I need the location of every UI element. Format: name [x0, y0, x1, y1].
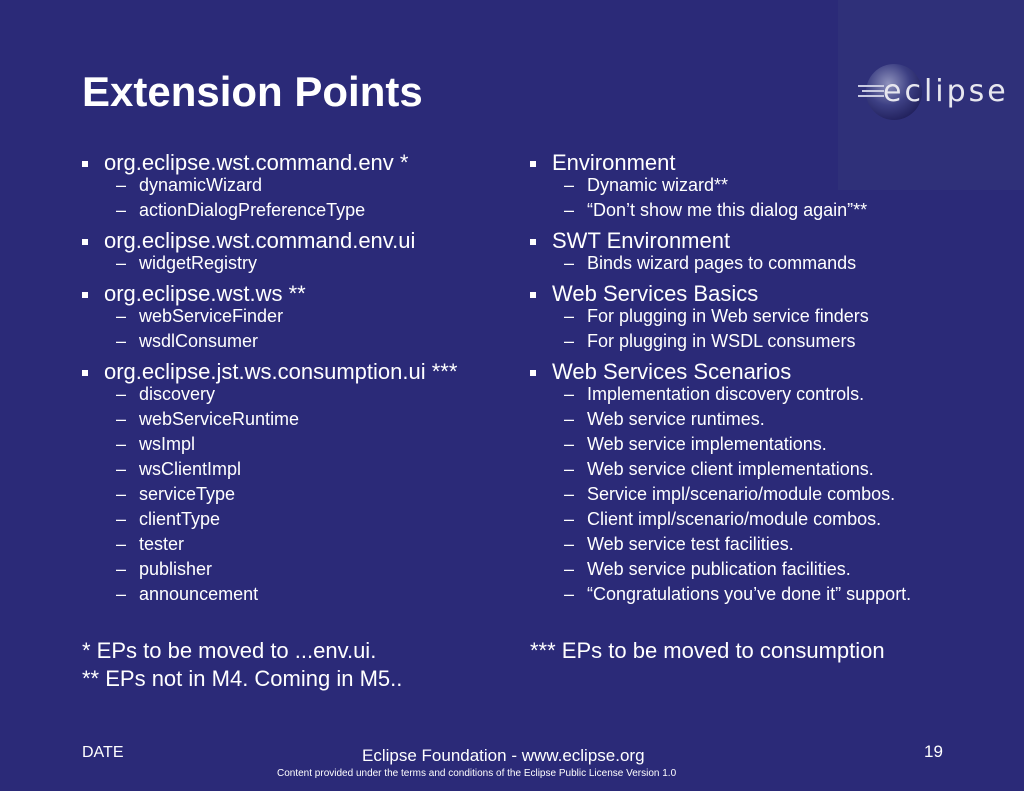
- square-bullet-icon: [530, 239, 536, 245]
- bullet-text: Implementation discovery controls.: [587, 384, 865, 404]
- bullet-text: org.eclipse.jst.ws.consumption.ui ***: [104, 359, 458, 384]
- dash-bullet-icon: –: [116, 409, 127, 429]
- dash-bullet-icon: –: [564, 331, 575, 351]
- square-bullet-icon: [82, 370, 88, 376]
- dash-bullet-icon: –: [564, 306, 575, 326]
- footnote-consumption: *** EPs to be moved to consumption: [530, 638, 885, 663]
- square-bullet-icon: [82, 239, 88, 245]
- bullet-text: Dynamic wizard**: [587, 175, 729, 195]
- bullet-text: Client impl/scenario/module combos.: [587, 509, 882, 529]
- bullet-text: Web service publication facilities.: [587, 559, 851, 579]
- license-text: Content provided under the terms and conditions of the Eclipse Public License Version 1.0: [277, 768, 677, 779]
- page-number: 19: [924, 742, 943, 761]
- bullet-text: clientType: [139, 509, 221, 529]
- bullet-text: dynamicWizard: [139, 175, 263, 195]
- dash-bullet-icon: –: [116, 253, 127, 273]
- bullet-text: wsImpl: [139, 434, 196, 454]
- bullet-text: Web service test facilities.: [587, 534, 794, 554]
- bullet-text: Web service implementations.: [587, 434, 827, 454]
- dash-bullet-icon: –: [116, 175, 127, 195]
- dash-bullet-icon: –: [564, 200, 575, 220]
- bullet-text: org.eclipse.wst.command.env *: [104, 150, 409, 175]
- bullet-text: “Congratulations you’ve done it” support.: [587, 584, 912, 604]
- dash-bullet-icon: –: [116, 434, 127, 454]
- bullet-text: For plugging in WSDL consumers: [587, 331, 856, 351]
- square-bullet-icon: [530, 370, 536, 376]
- bullet-text: Web service client implementations.: [587, 459, 874, 479]
- logo-wordmark: eclipse: [883, 74, 1009, 109]
- bullet-text: wsClientImpl: [139, 459, 242, 479]
- bullet-text: tester: [139, 534, 185, 554]
- dash-bullet-icon: –: [116, 509, 127, 529]
- dash-bullet-icon: –: [564, 175, 575, 195]
- bullet-text: publisher: [139, 559, 213, 579]
- bullet-text: webServiceRuntime: [139, 409, 300, 429]
- dash-bullet-icon: –: [116, 384, 127, 404]
- dash-bullet-icon: –: [116, 534, 127, 554]
- square-bullet-icon: [530, 161, 536, 167]
- bullet-text: wsdlConsumer: [139, 331, 259, 351]
- footnote-env-ui: * EPs to be moved to ...env.ui.: [82, 638, 377, 663]
- bullet-text: org.eclipse.wst.ws **: [104, 281, 306, 306]
- dash-bullet-icon: –: [564, 484, 575, 504]
- dash-bullet-icon: –: [564, 409, 575, 429]
- bullet-text: Web Services Scenarios: [552, 359, 792, 384]
- bullet-text: Web service runtimes.: [587, 409, 765, 429]
- dash-bullet-icon: –: [116, 559, 127, 579]
- bullet-text: SWT Environment: [552, 228, 731, 253]
- bullet-text: webServiceFinder: [139, 306, 284, 326]
- dash-bullet-icon: –: [564, 434, 575, 454]
- bullet-text: serviceType: [139, 484, 236, 504]
- footnote-m4: ** EPs not in M4. Coming in M5..: [82, 666, 403, 691]
- bullet-text: announcement: [139, 584, 259, 604]
- dash-bullet-icon: –: [564, 459, 575, 479]
- dash-bullet-icon: –: [564, 534, 575, 554]
- footer-organization: Eclipse Foundation - www.eclipse.org: [362, 746, 645, 765]
- dash-bullet-icon: –: [564, 509, 575, 529]
- dash-bullet-icon: –: [116, 459, 127, 479]
- bullet-text: widgetRegistry: [139, 253, 258, 273]
- dash-bullet-icon: –: [116, 200, 127, 220]
- dash-bullet-icon: –: [564, 559, 575, 579]
- dash-bullet-icon: –: [116, 331, 127, 351]
- dash-bullet-icon: –: [116, 306, 127, 326]
- bullet-text: actionDialogPreferenceType: [139, 200, 366, 220]
- bullet-text: Web Services Basics: [552, 281, 759, 306]
- square-bullet-icon: [82, 161, 88, 167]
- bullet-text: Environment: [552, 150, 676, 175]
- dash-bullet-icon: –: [564, 584, 575, 604]
- square-bullet-icon: [82, 292, 88, 298]
- bullet-text: Service impl/scenario/module combos.: [587, 484, 896, 504]
- bullet-text: “Don’t show me this dialog again”**: [587, 200, 868, 220]
- dash-bullet-icon: –: [116, 584, 127, 604]
- slide-title: Extension Points: [82, 68, 423, 115]
- footer-date: DATE: [82, 744, 124, 761]
- bullet-text: For plugging in Web service finders: [587, 306, 869, 326]
- dash-bullet-icon: –: [564, 384, 575, 404]
- bullet-text: org.eclipse.wst.command.env.ui: [104, 228, 416, 253]
- bullet-text: Binds wizard pages to commands: [587, 253, 857, 273]
- dash-bullet-icon: –: [116, 484, 127, 504]
- square-bullet-icon: [530, 292, 536, 298]
- dash-bullet-icon: –: [564, 253, 575, 273]
- bullet-text: discovery: [139, 384, 216, 404]
